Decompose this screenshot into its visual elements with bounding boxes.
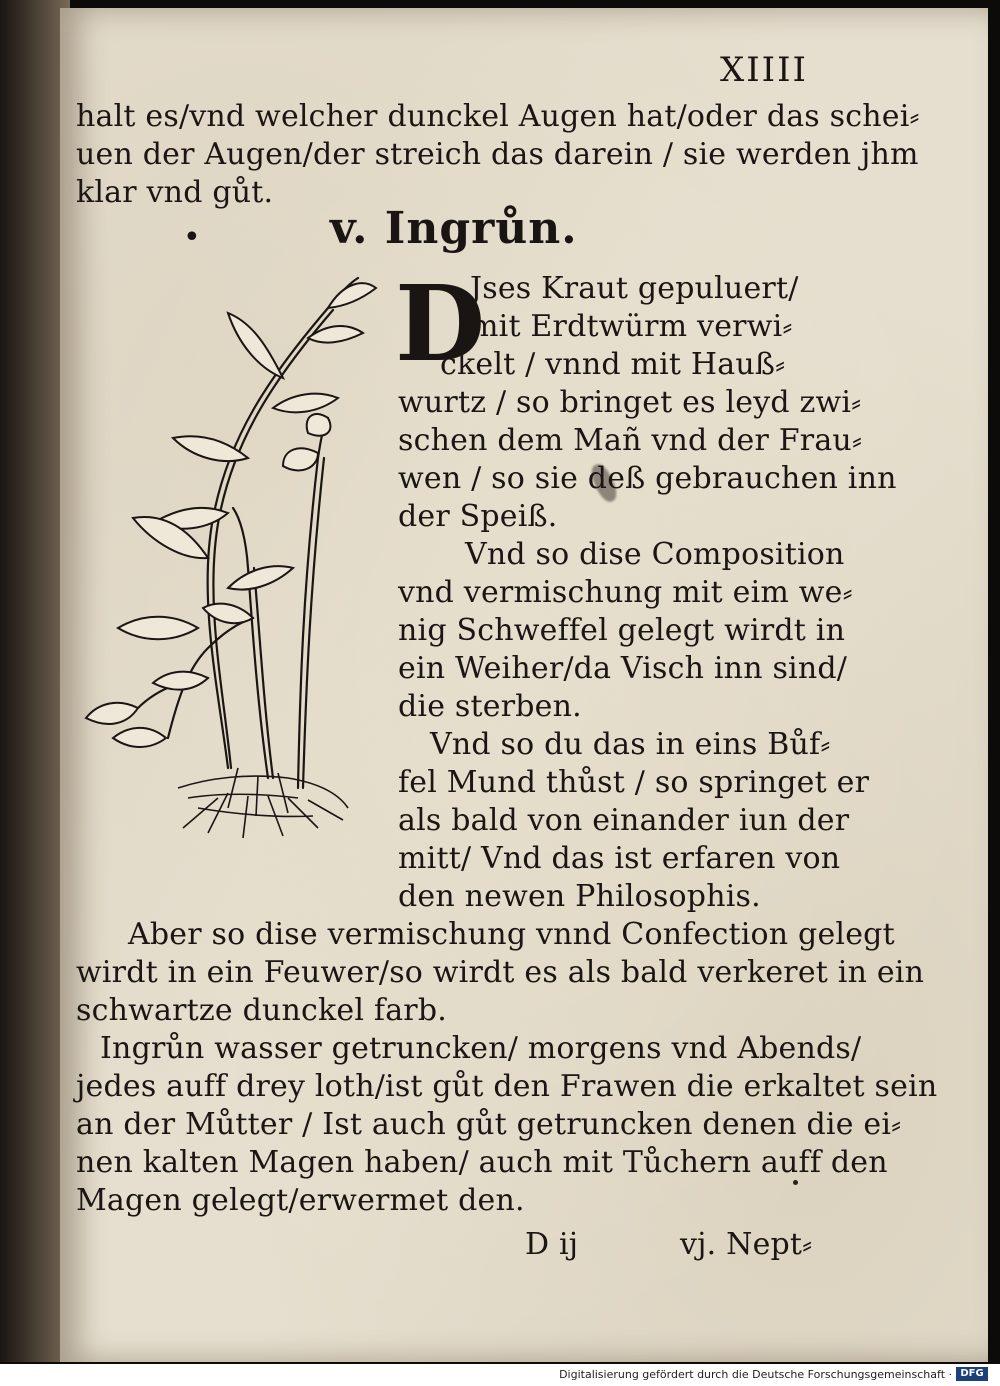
folio-number: XIIII: [720, 50, 808, 90]
text-line: ein Weiher/da Visch inn sind/: [398, 651, 848, 686]
text-line: Vnd so dise Composition: [465, 537, 845, 572]
text-line: Jses Kraut gepuluert/: [470, 271, 799, 306]
text-line: vnd vermischung mit eim we⸗: [398, 575, 853, 610]
funding-notice: Digitalisierung gefördert durch die Deutsche Forschungsgemeinschaft ·: [559, 1368, 952, 1381]
text-line: halt es/vnd welcher dunckel Augen hat/oder das schei⸗: [76, 99, 920, 134]
text-line: der Speiß.: [398, 499, 558, 534]
catchword: vj. Nept⸗: [680, 1227, 813, 1262]
text-line: schwartze dunckel farb.: [76, 993, 447, 1028]
section-heading: v. Ingrůn.: [330, 203, 578, 254]
signature-mark: D ij: [525, 1227, 579, 1262]
text-line: nig Schweffel gelegt wirdt in: [398, 613, 846, 648]
text-line: wen / so sie deß gebrauchen inn: [398, 461, 897, 496]
text-line: Ingrůn wasser getruncken/ morgens vnd Abends/: [100, 1031, 862, 1066]
text-line: jedes auff drey loth/ist gůt den Frawen die erkaltet sein: [76, 1069, 938, 1104]
plant-woodcut-illustration: [78, 268, 378, 840]
decorated-initial: D: [395, 262, 486, 385]
text-line: fel Mund thůst / so springet er: [398, 765, 870, 800]
text-line: den newen Philosophis.: [398, 879, 761, 914]
text-line: ckelt / vnnd mit Hauß⸗: [440, 347, 786, 382]
text-line: klar vnd gůt.: [76, 175, 274, 210]
dfg-logo: DFG: [956, 1367, 988, 1381]
text-line: wirdt in ein Feuwer/so wirdt es als bald verkeret in ein: [76, 955, 925, 990]
text-line: die sterben.: [398, 689, 582, 724]
text-line: an der Můtter / Ist auch gůt getruncken denen die ei⸗: [76, 1107, 902, 1142]
text-line: uen der Augen/der streich das darein / sie werden jhm: [76, 137, 919, 172]
text-line: Vnd so du das in eins Bůf⸗: [430, 727, 831, 762]
text-line: schen dem Mañ vnd der Frau⸗: [398, 423, 863, 458]
text-line: mit Erdtwürm verwi⸗: [470, 309, 793, 344]
text-line: als bald von einander iun der: [398, 803, 850, 838]
text-line: Magen gelegt/erwermet den.: [76, 1183, 525, 1218]
text-line: nen kalten Magen haben/ auch mit Tůchern auff den: [76, 1145, 888, 1180]
ornament-dot: •: [183, 220, 201, 255]
text-line: Aber so dise vermischung vnnd Confection gelegt: [128, 917, 895, 952]
text-line: wurtz / so bringet es leyd zwi⸗: [398, 385, 862, 420]
text-line: mitt/ Vnd das ist erfaren von: [398, 841, 841, 876]
